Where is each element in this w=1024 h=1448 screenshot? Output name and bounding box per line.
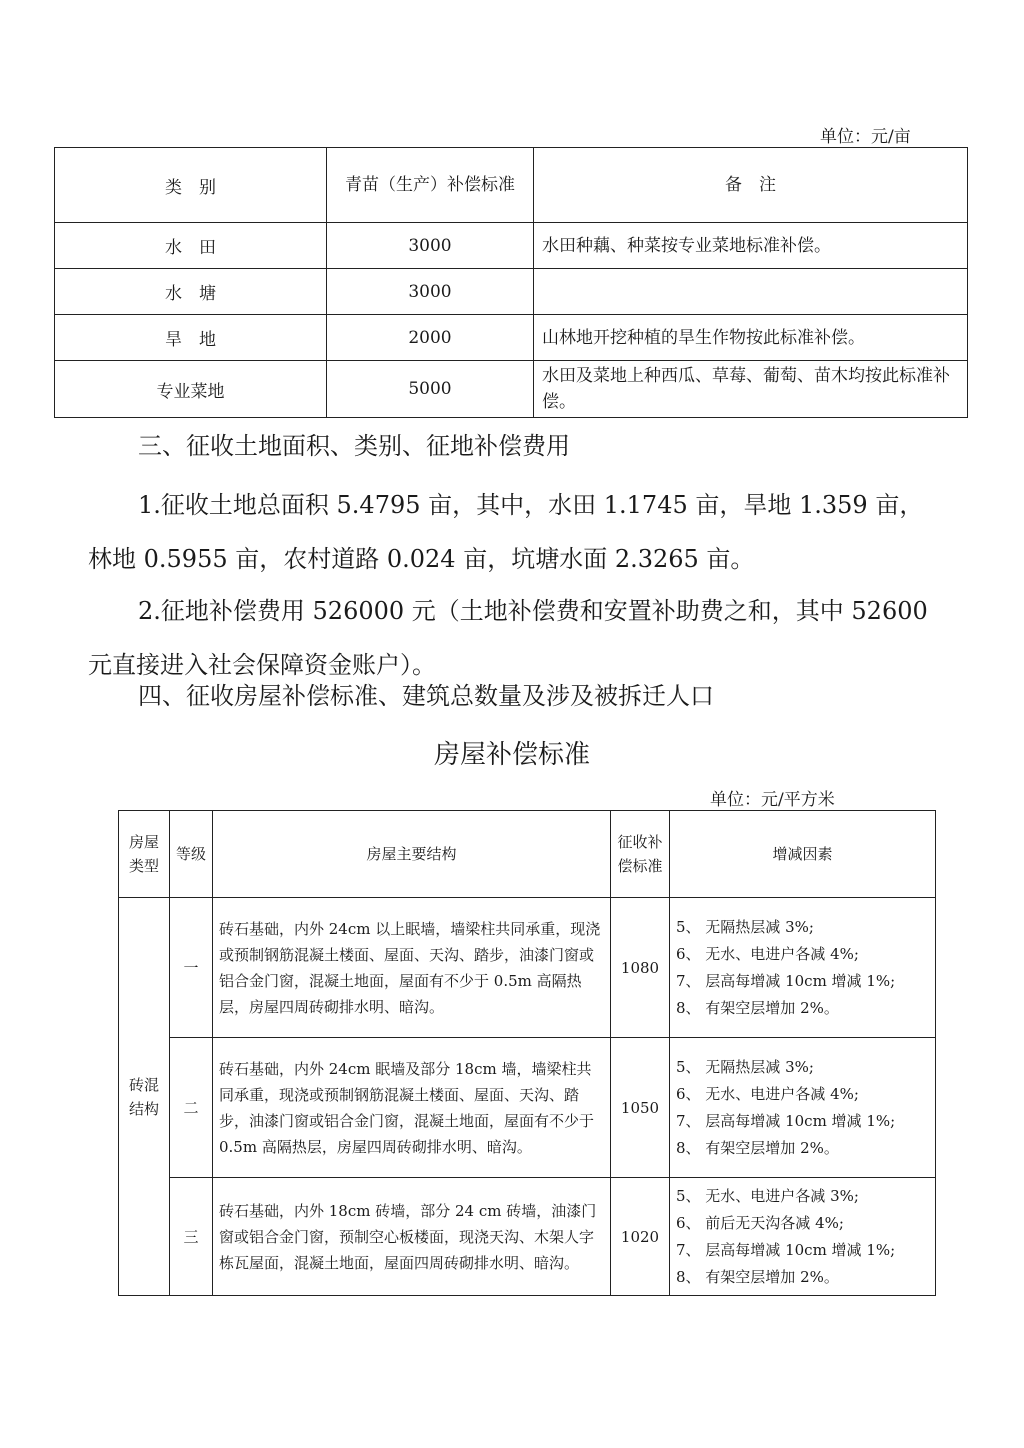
house-type-cell: 砖混结构: [119, 898, 170, 1296]
factor-item: 7、 层高每增减 10cm 增减 1%;: [676, 1240, 896, 1259]
row-category: 水 塘: [55, 269, 327, 315]
table-row: [119, 1178, 936, 1296]
table2-unit: 单位：元/平方米: [710, 790, 835, 810]
table1-unit: 单位：元/亩: [820, 127, 911, 147]
factor-item: 7、 层高每增减 10cm 增减 1%;: [676, 1111, 896, 1130]
row-factors: [670, 898, 936, 1038]
row-structure: 砖石基础，内外 24cm 以上眠墙，墙梁柱共同承重，现浇或预制钢筋混凝土楼面、屋面、天沟、踏步，油漆门窗或铝合金门窗，混凝土地面，屋面有不少于 0.5m 高隔热层，房屋四周砖砌排水明、暗沟。: [213, 898, 611, 1038]
factor-item: 5、 无水、电进户各减 3%;: [676, 1186, 859, 1205]
table2-title: 房屋补偿标准: [433, 740, 590, 770]
row-grade: 一: [170, 898, 213, 1038]
factor-item: 5、 无隔热层减 3%;: [676, 1057, 814, 1076]
row-grade: 三: [170, 1178, 213, 1296]
row-notes: 水田及菜地上种西瓜、草莓、葡萄、苗木均按此标准补偿。: [534, 361, 968, 418]
table-row: [55, 223, 968, 269]
factor-item: 5、 无隔热层减 3%;: [676, 917, 814, 936]
table-header-row: [55, 148, 968, 223]
factor-item: 8、 有架空层增加 2%。: [676, 1138, 839, 1157]
factor-item: 6、 无水、电进户各减 4%;: [676, 944, 859, 963]
row-structure: 砖石基础，内外 24cm 眠墙及部分 18cm 墙，墙梁柱共同承重，现浇或预制钢筋混凝土楼面、屋面、天沟、踏步，油漆门窗或铝合金门窗，混凝土地面，屋面有不少于 0.5m 高隔热层，房屋四周砖砌排水明、暗沟。: [213, 1038, 611, 1178]
row-structure: 砖石基础，内外 18cm 砖墙，部分 24 cm 砖墙，油漆门窗或铝合金门窗，预制空心板楼面，现浇天沟、木架人字栋瓦屋面，混凝土地面，屋面四周砖砌排水明、暗沟。: [213, 1178, 611, 1296]
section-3-heading: 三、征收土地面积、类别、征地补偿费用: [138, 432, 570, 460]
row-category: 水 田: [55, 223, 327, 269]
header-grade: 等级: [170, 811, 213, 898]
table-row: [119, 1038, 936, 1178]
row-notes: 山林地开挖种植的旱生作物按此标准补偿。: [534, 315, 968, 361]
row-notes: [534, 269, 968, 315]
factor-item: 8、 有架空层增加 2%。: [676, 1267, 839, 1286]
header-standard: 青苗（生产）补偿标准: [327, 148, 534, 223]
factor-item: 6、 无水、电进户各减 4%;: [676, 1084, 859, 1103]
row-standard: 3000: [327, 269, 534, 315]
header-category: 类 别: [55, 148, 327, 223]
row-grade: 二: [170, 1038, 213, 1178]
row-standard: 1050: [611, 1038, 670, 1178]
header-structure: 房屋主要结构: [213, 811, 611, 898]
section-3-paragraph-2: 2.征地补偿费用 526000 元（土地补偿费和安置补助费之和，其中 52600 元直接进入社会保障资金账户）。: [88, 597, 928, 679]
section-3-paragraph-1: 1.征收土地总面积 5.4795 亩，其中，水田 1.1745 亩，旱地 1.359 亩，林地 0.5955 亩，农村道路 0.024 亩，坑塘水面 2.3265 亩。: [88, 491, 924, 573]
factor-item: 7、 层高每增减 10cm 增减 1%;: [676, 971, 896, 990]
row-factors: [670, 1038, 936, 1178]
header-factors: 增减因素: [670, 811, 936, 898]
header-notes: 备 注: [534, 148, 968, 223]
header-house-type: 房屋类型: [119, 811, 170, 898]
table-row: [119, 898, 936, 1038]
row-category: 旱 地: [55, 315, 327, 361]
table-row: [55, 269, 968, 315]
row-factors: [670, 1178, 936, 1296]
table-header-row: [119, 811, 936, 898]
row-category: 专业菜地: [55, 361, 327, 418]
section-4-heading: 四、征收房屋补偿标准、建筑总数量及涉及被拆迁人口: [138, 682, 714, 710]
house-compensation-table: [118, 810, 936, 1296]
table-row: [55, 315, 968, 361]
table-row: [55, 361, 968, 418]
header-standard: 征收补偿标准: [611, 811, 670, 898]
factor-item: 8、 有架空层增加 2%。: [676, 998, 839, 1017]
row-standard: 1020: [611, 1178, 670, 1296]
row-standard: 5000: [327, 361, 534, 418]
row-standard: 3000: [327, 223, 534, 269]
row-standard: 1080: [611, 898, 670, 1038]
row-notes: 水田种藕、种菜按专业菜地标准补偿。: [534, 223, 968, 269]
green-crop-compensation-table: [54, 147, 968, 418]
factor-item: 6、 前后无天沟各减 4%;: [676, 1213, 844, 1232]
row-standard: 2000: [327, 315, 534, 361]
